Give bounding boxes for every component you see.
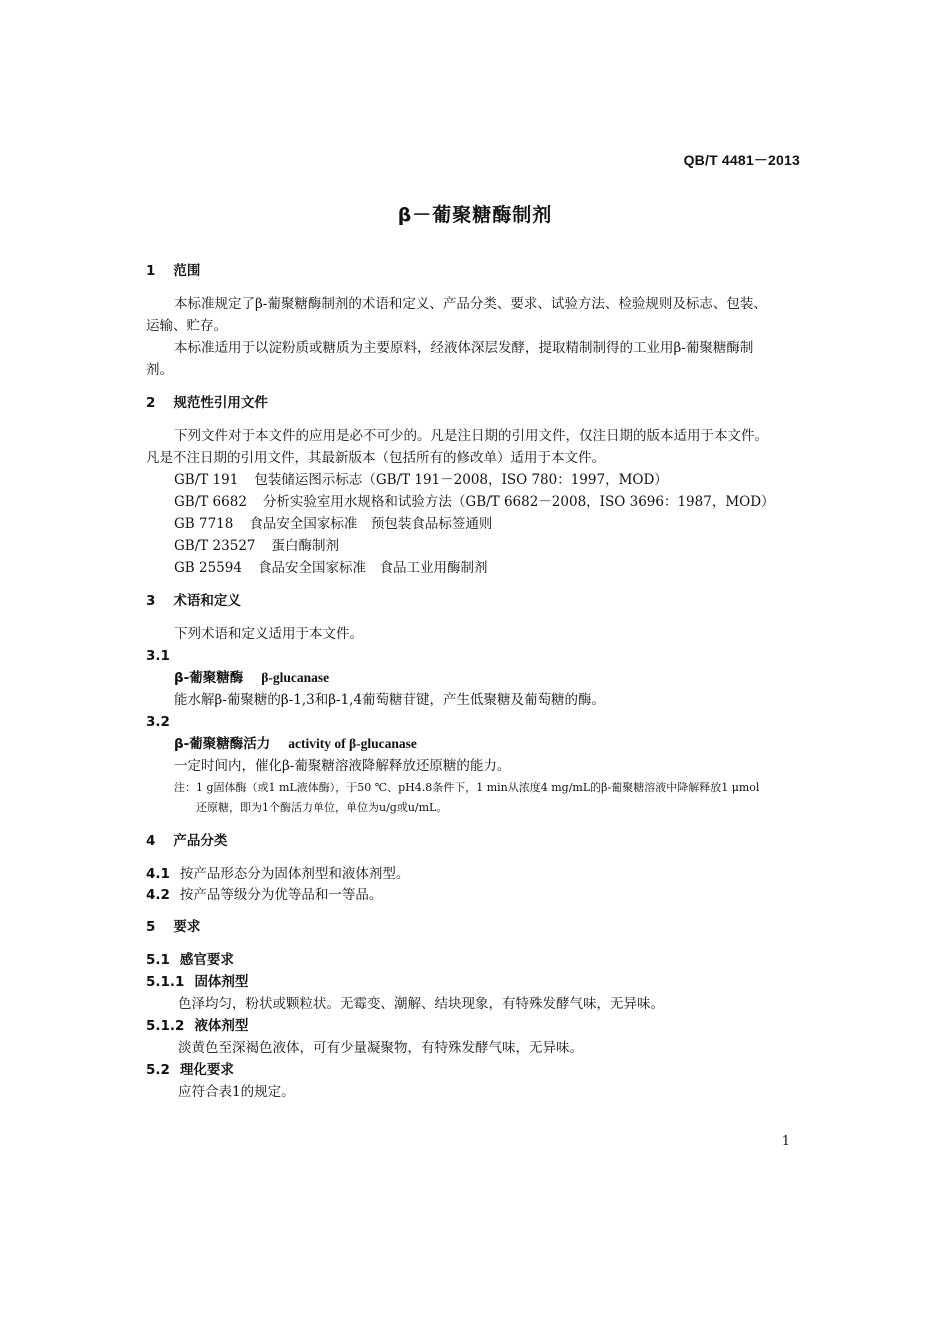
paragraph-line: 本标准规定了β-葡聚糖酶制剂的术语和定义、产品分类、要求、试验方法、检验规则及标志、包装、 (174, 296, 767, 312)
paragraph-line: 色泽均匀，粉状或颗粒状。无霉变、潮解、结块现象，有特殊发酵气味，无异味。 (178, 996, 664, 1012)
section-1-heading (146, 262, 200, 280)
section-title: 规范性引用文件 (173, 395, 268, 411)
section-2-heading (146, 394, 268, 412)
term-heading (174, 669, 329, 687)
paragraph-line: 下列术语和定义适用于本文件。 (174, 626, 363, 642)
reference-item (174, 471, 668, 489)
paragraph-line: 本标准适用于以淀粉质或糖质为主要原料，经液体深层发酵，提取精制制得的工业用β-葡聚糖酶制 (174, 340, 754, 356)
reference-title: 食品安全国家标准 预包装食品标签通则 (249, 516, 493, 532)
paragraph-line: 淡黄色至深褐色液体，可有少量凝聚物，有特殊发酵气味，无异味。 (178, 1040, 583, 1056)
clause-text: 按产品形态分为固体剂型和液体剂型。 (179, 866, 410, 882)
reference-code: GB 7718 (174, 516, 234, 532)
section-3-heading (146, 592, 241, 610)
subsection-heading (146, 973, 248, 991)
reference-title: 包装储运图示标志（GB/T 191－2008，ISO 780：1997，MOD） (254, 472, 668, 488)
paragraph-line: 应符合表1的规定。 (178, 1084, 295, 1100)
document-title: β－葡聚糖酶制剂 (397, 204, 553, 226)
reference-title: 食品安全国家标准 食品工业用酶制剂 (257, 560, 488, 576)
paragraph-line: 剂。 (146, 362, 173, 378)
clause-number: 5.2 (146, 1062, 170, 1078)
note-line: 还原糖，即为1个酶活力单位，单位为u/g或u/mL。 (196, 801, 448, 814)
section-title: 要求 (173, 919, 201, 935)
section-number: 2 (146, 395, 156, 411)
section-5-heading (146, 918, 200, 936)
section-number: 5 (146, 919, 156, 935)
term-definition: 能水解β-葡聚糖的β-1,3和β-1,4葡萄糖苷键，产生低聚糖及葡萄糖的酶。 (174, 692, 606, 708)
reference-code: GB/T 6682 (174, 494, 247, 510)
paragraph-line: 下列文件对于本文件的应用是必不可少的。凡是注日期的引用文件，仅注日期的版本适用于本文件。 (174, 428, 768, 444)
subsection-title: 感官要求 (179, 952, 234, 968)
subsection-heading (146, 1017, 248, 1035)
section-number: 4 (146, 833, 156, 849)
clause-number: 4.1 (146, 866, 170, 882)
section-title: 术语和定义 (173, 593, 241, 609)
term-english: activity of β-glucanase (288, 736, 417, 751)
section-4-heading (146, 832, 227, 850)
clause-item (146, 865, 409, 883)
standard-code: QB/T 4481－2013 (683, 152, 800, 168)
clause-item (146, 886, 382, 904)
clause-number: 5.1.2 (146, 1018, 185, 1034)
note-line: 注：1 g固体酶（或1 mL液体酶），于50 ℃、pH4.8条件下，1 min从浓度4 mg/mL的β-葡聚糖溶液中降解释放1 μmol (174, 781, 760, 794)
reference-title: 蛋白酶制剂 (271, 538, 339, 554)
reference-code: GB/T 191 (174, 472, 239, 488)
clause-number: 5.1.1 (146, 974, 185, 990)
clause-text: 按产品等级分为优等品和一等品。 (179, 887, 383, 903)
paragraph-line: 凡是不注日期的引用文件，其最新版本（包括所有的修改单）适用于本文件。 (146, 450, 605, 466)
reference-code: GB/T 23527 (174, 538, 256, 554)
reference-item (174, 559, 487, 577)
section-number: 3 (146, 593, 156, 609)
clause-number: 5.1 (146, 952, 170, 968)
page-number: 1 (781, 1134, 790, 1149)
section-title: 产品分类 (173, 833, 228, 849)
subsection-heading (146, 951, 234, 969)
reference-item (174, 515, 492, 533)
reference-item (174, 537, 339, 555)
subsection-title: 液体剂型 (194, 1018, 249, 1034)
term-chinese: β-葡聚糖酶 (174, 670, 244, 686)
reference-item (174, 493, 775, 511)
term-definition: 一定时间内，催化β-葡聚糖溶液降解释放还原糖的能力。 (174, 758, 511, 774)
term-number: 3.1 (146, 648, 170, 664)
subsection-title: 理化要求 (179, 1062, 234, 1078)
clause-number: 4.2 (146, 887, 170, 903)
reference-title: 分析实验室用水规格和试验方法（GB/T 6682－2008，ISO 3696：1987，MOD） (262, 494, 775, 510)
section-number: 1 (146, 263, 156, 279)
term-heading (174, 735, 417, 753)
subsection-heading (146, 1061, 234, 1079)
section-title: 范围 (173, 263, 201, 279)
term-number: 3.2 (146, 714, 170, 730)
paragraph-line: 运输、贮存。 (146, 318, 227, 334)
term-english: β-glucanase (261, 670, 330, 685)
term-chinese: β-葡聚糖酶活力 (174, 736, 271, 752)
subsection-title: 固体剂型 (194, 974, 249, 990)
reference-code: GB 25594 (174, 560, 242, 576)
